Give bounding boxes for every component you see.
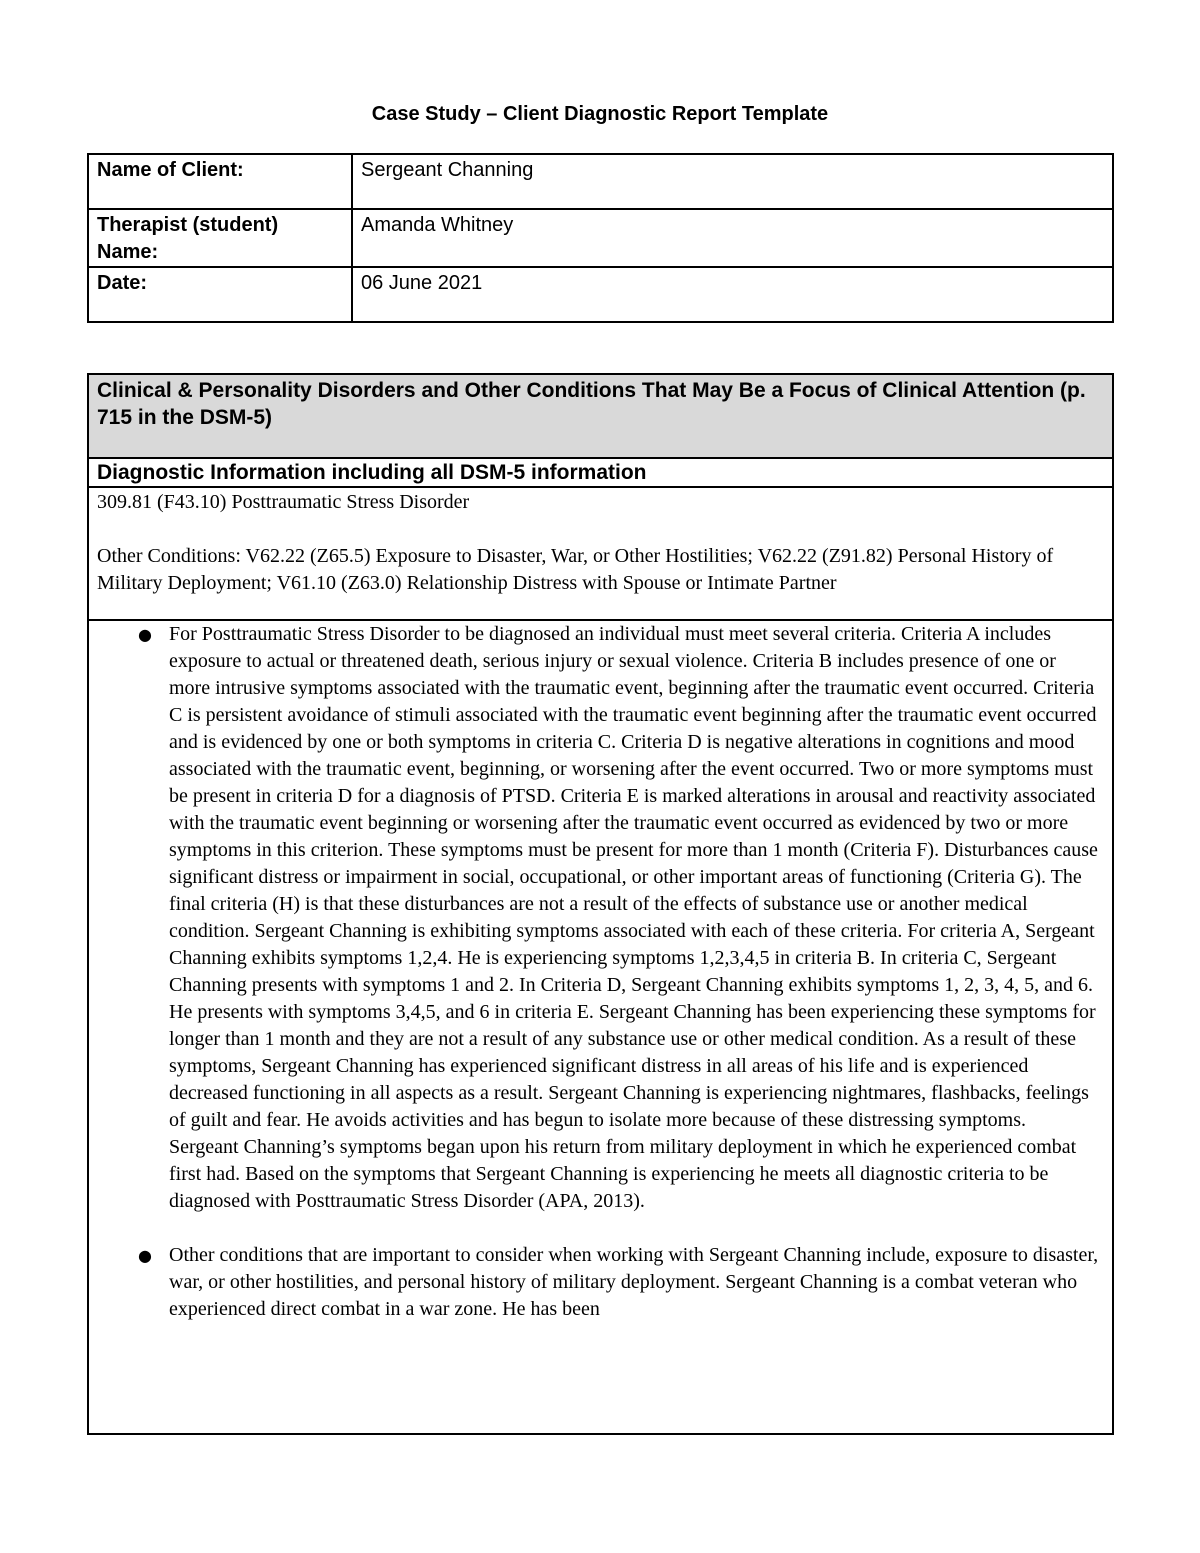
- primary-diagnosis: 309.81 (F43.10) Posttraumatic Stress Disorder: [97, 491, 470, 513]
- page-title: Case Study – Client Diagnostic Report Template: [371, 103, 829, 125]
- bullet-icon: ●: [138, 625, 152, 644]
- bullet-icon: ●: [138, 1246, 152, 1265]
- date-value: 06 June 2021: [352, 267, 1113, 322]
- other-conditions: Other Conditions: V62.22 (Z65.5) Exposure to Disaster, War, or Other Hostilities; V62.22 (Z91.82) Personal History of Military Deployment; V61.10 (Z63.0) Relationship Distress with Spouse or Intimate Partner: [97, 545, 1054, 594]
- client-info-table: [87, 153, 1114, 323]
- diagnostic-info-header: Diagnostic Information including all DSM-5 information: [88, 458, 1113, 487]
- list-item: [97, 1242, 1100, 1323]
- rationale-list: [97, 621, 1100, 1323]
- bullet-text: For Posttraumatic Stress Disorder to be diagnosed an individual must meet several criteria. Criteria A includes exposure to actual or threatened death, serious injury or sexual violence. Criteria B includes presence of one or more intrusive symptoms associated with the traumatic event, beginning after the traumatic event occurred. Criteria C is persistent avoidance of stimuli associated with the traumatic event beginning after the traumatic event occurred and is evidenced by one or both symptoms in criteria C. Criteria D is negative alterations in cognitions and mood associated with the traumatic event, beginning, or worsening after the event occurred. Two or more symptoms must be present in criteria D for a diagnosis of PTSD. Criteria E is marked alterations in arousal and reactivity associated with the traumatic event beginning or worsening after the traumatic event occurred as evidenced by two or more symptoms in this criterion. These symptoms must be present for more than 1 month (Criteria F). Disturbances cause significant distress or impairment in social, occupational, or other important areas of functioning (Criteria G). The final criteria (H) is that these disturbances are not a result of the effects of substance use or another medical condition. Sergeant Channing is exhibiting symptoms associated with each of these criteria. For criteria A, Sergeant Channing exhibits symptoms 1,2,4. He is experiencing symptoms 1,2,3,4,5 in criteria B. In criteria C, Sergeant Channing presents with symptoms 1 and 2. In Criteria D, Sergeant Channing exhibits symptoms 1, 2, 3, 4, 5, and 6. He presents with symptoms 3,4,5, and 6 in criteria E. Sergeant Channing has been experiencing these symptoms for longer than 1 month and they are not a result of any substance use or other medical condition. As a result of these symptoms, Sergeant Channing has experienced significant distress in all areas of his life and is experienced decreased functioning in all aspects as a result. Sergeant Channing is experiencing nightmares, flashbacks, feelings of guilt and fear. He avoids activities and has begun to isolate more because of these distressing symptoms. Sergeant Channing’s symptoms began upon his return from military deployment in which he experienced combat first had. Based on the symptoms that Sergeant Channing is experiencing he meets all diagnostic criteria to be diagnosed with Posttraumatic Stress Disorder (APA, 2013).: [169, 623, 1098, 1212]
- diagnosis-cell: [88, 487, 1113, 620]
- date-label: Date:: [88, 267, 352, 322]
- diagnostic-table: [87, 373, 1114, 1435]
- list-item: [97, 621, 1100, 1215]
- client-info-row: [88, 209, 1113, 267]
- bullet-text: Other conditions that are important to consider when working with Sergeant Channing include, exposure to disaster, war, or other hostilities, and personal history of military deployment. Sergeant Channing is a combat veteran who experienced direct combat in a war zone. He has been: [169, 1244, 1099, 1320]
- rationale-cell: [88, 620, 1113, 1434]
- section-header: Clinical & Personality Disorders and Other Conditions That May Be a Focus of Clinical Attention (p. 715 in the DSM-5): [88, 374, 1113, 458]
- client-name-label: Name of Client:: [88, 154, 352, 209]
- client-info-row: [88, 267, 1113, 322]
- therapist-name-value: Amanda Whitney: [352, 209, 1113, 267]
- client-info-row: [88, 154, 1113, 209]
- client-name-value: Sergeant Channing: [352, 154, 1113, 209]
- therapist-name-label: Therapist (student) Name:: [88, 209, 352, 267]
